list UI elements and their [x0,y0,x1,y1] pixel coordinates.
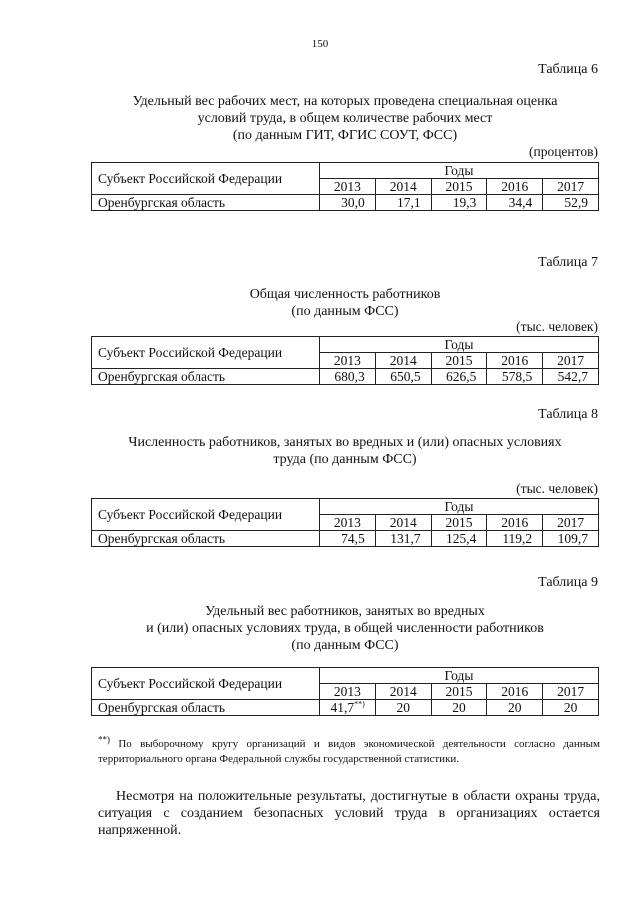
table-8-title-line: труда (по данным ФСС) [273,452,417,467]
value-cell: 131,7 [375,531,431,547]
table-6-title-line: Удельный вес рабочих мест, на которых проведена специальная оценка [132,94,558,109]
year-cell: 2016 [487,179,543,195]
value-cell: 20 [431,700,487,716]
year-cell: 2017 [543,515,599,531]
footnote-mark: **) [354,699,365,709]
years-header: Годы [320,163,599,179]
table-header-row [92,163,599,179]
table-6-title-line: условий труда, в общем количестве рабочих мест [197,111,493,126]
year-cell: 2017 [543,353,599,369]
year-cell: 2017 [543,684,599,700]
value-cell: 74,5 [320,531,376,547]
table-row [92,369,599,385]
table-8 [91,498,599,547]
footnote-mark: **) [98,734,110,745]
table-9-title-line: Удельный вес работников, занятых во вредных [205,604,485,619]
table-9-title-line: и (или) опасных условиях труда, в общей численности работников [146,621,544,636]
years-header: Годы [320,499,599,515]
value-cell: 17,1 [375,195,431,211]
years-header: Годы [320,337,599,353]
year-cell: 2015 [431,684,487,700]
year-cell: 2016 [487,684,543,700]
value-cell: 109,7 [543,531,599,547]
row-label: Оренбургская область [92,195,320,211]
value-cell: 34,4 [487,195,543,211]
table-7-title-line: (по данным ФСС) [291,304,399,319]
table-7-title-line: Общая численность работников [249,287,441,302]
table-8-unit: (тыс. человек) [516,481,598,496]
year-cell: 2014 [375,515,431,531]
value-cell: 30,0 [320,195,376,211]
table-header-row [92,499,599,515]
row-label: Оренбургская область [92,531,320,547]
year-cell: 2013 [320,179,376,195]
table-6-unit: (процентов) [528,144,598,159]
value-cell: 650,5 [375,369,431,385]
row-label: Оренбургская область [92,700,320,716]
year-cell: 2013 [320,353,376,369]
year-cell: 2014 [375,179,431,195]
row-label: Оренбургская область [92,369,320,385]
table-9-title-line: (по данным ФСС) [291,638,399,653]
value-cell: 119,2 [487,531,543,547]
value-cell: 20 [543,700,599,716]
year-cell: 2015 [431,353,487,369]
year-cell: 2014 [375,684,431,700]
table-7 [91,336,599,385]
value-cell: 20 [487,700,543,716]
table-7-label: Таблица 7 [538,255,598,270]
table-6-title-line: (по данным ГИТ, ФГИС СОУТ, ФСС) [232,128,458,143]
value-cell: 542,7 [543,369,599,385]
body-paragraph: Несмотря на положительные результаты, достигнутые в области охраны труда, ситуация с созданием безопасных условий труда в организациях остается напряженной. [98,789,600,838]
value-text: 41,7 [330,700,355,715]
table-8-title-line: Численность работников, занятых во вредных и (или) опасных условиях [128,435,562,450]
year-cell: 2015 [431,515,487,531]
value-cell: 20 [375,700,431,716]
year-cell: 2014 [375,353,431,369]
year-cell: 2017 [543,179,599,195]
table-8-label: Таблица 8 [538,407,598,422]
footnote [98,734,600,767]
page-number: 150 [311,38,329,50]
table-row [92,700,599,716]
subject-header: Субъект Российской Федерации [92,337,320,369]
subject-header: Субъект Российской Федерации [92,163,320,195]
value-cell: 578,5 [487,369,543,385]
table-header-row [92,668,599,684]
year-cell: 2016 [487,515,543,531]
year-cell: 2013 [320,515,376,531]
table-6 [91,162,599,211]
value-cell: 52,9 [543,195,599,211]
value-cell: 19,3 [431,195,487,211]
table-header-row [92,337,599,353]
value-cell [320,700,376,716]
year-cell: 2016 [487,353,543,369]
table-row [92,195,599,211]
value-cell: 125,4 [431,531,487,547]
year-cell: 2015 [431,179,487,195]
table-9-label: Таблица 9 [538,575,598,590]
subject-header: Субъект Российской Федерации [92,499,320,531]
year-cell: 2013 [320,684,376,700]
value-cell: 626,5 [431,369,487,385]
subject-header: Субъект Российской Федерации [92,668,320,700]
table-6-label: Таблица 6 [538,62,598,77]
value-cell: 680,3 [320,369,376,385]
footnote-text: По выборочному кругу организаций и видов экономической деятельности согласно данным территориального органа Федеральной службы государственной статистики. [98,738,600,765]
years-header: Годы [320,668,599,684]
table-row [92,531,599,547]
table-9 [91,667,599,716]
table-7-unit: (тыс. человек) [516,319,598,334]
